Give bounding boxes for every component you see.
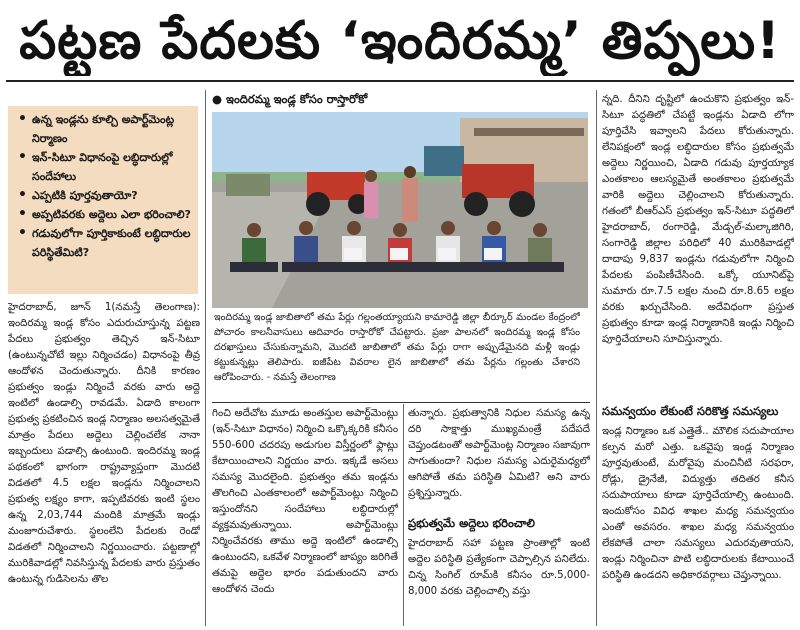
article-text: హైదరాబాద్ సహా పట్టణ ప్రాంతాల్లో ఇంటి అద్దెల పరిస్థితి ప్రత్యేకంగా చెప్పాల్సిన పనిలేదు. చిన్న సింగిల్ రూమ్‌కి కనీసం రూ.5,000-8,000 వరకు చెల్లించాల్సి వస్తు — [408, 538, 590, 597]
summary-item: • అప్పటివరకు అద్దెలు ఎలా భరించాలి? — [18, 205, 194, 224]
article-text: హైదరాబాద్‌, జూన్ 1(నమస్తే తెలంగాణ): ఇందిరమ్మ ఇండ్ల కోసం ఎదురుచూస్తున్న పట్టణ పేదలు ప్రభుత్వం తెచ్చిన ఇన్‌-సిటూ (ఉంటున్నచోటే ఇల్లు నిర్మించడం) విధానంపై తీవ్ర ఆందోళన చెందుతున్నారు. దీనికి కారణం ప్రభుత్వం ఇండ్లు నిర్మించే వరకు వారు అద్దె ఇంటిలో ఉండాల్సి రావడమే. ఏడాది కాలంగా ప్రభుత్వ ప్రకటించిన ఇండ్ల నిర్మాణం అలసత్వమైతే మాత్రం పేదలు అద్దెలు చెల్లించలేక నానా ఇబ్బందులు పడాల్సి ఉంటుంది. ఇందిరమ్మ ఇండ్ల పథకంలో భాగంగా రాష్ట్రవ్యాప్తంగా మొదటి విడతలో 4.5 లక్షల ఇండ్లను నిర్మించాలని ప్రభుత్వ లక్ష్యం కాగా, ఇప్పటివరకు ఇంటి స్థలం ఉన్న 2,03,744 మందికి మాత్రమే ఇండ్లు మంజూరుచేశారు. స్థలంలేని పేదలకు రెండో విడతలో నిర్మించాలని నిర్ణయించారు. పట్టణాల్లో మురికివాడల్లో నివసిస్తున్న పేదలకు వారు ప్రస్తుతం ఉంటున్న గుడిసెలను తొల — [8, 302, 200, 585]
caption-divider — [212, 402, 590, 403]
article-column-2 — [212, 406, 398, 626]
section-subhead: ప్రభుత్వమే అద్దెలు భరించాలి — [408, 516, 535, 530]
article-column-4 — [602, 92, 794, 398]
article-column-4-continued — [602, 424, 794, 626]
column-divider — [403, 404, 404, 626]
article-text: న్నది. దీనిని దృష్టిలో ఉంచుకొని ప్రభుత్వం ఇన్‌-సిటూ పద్ధతిలో చేపట్టే ఇండ్లను ఏడాది లోగా పూర్తిచేసి ఇవ్వాలని పేదలు కోరుతున్నారు. లేనిపక్షంలో ఇండ్ల లబ్ధిదారుల కోసం ప్రభుత్వమే అద్దెలు నిర్ణయించి, ఏడాది గడువు పూర్తయ్యాక ఎంతకాలం ఆలస్యమైతే అంతకాలం ప్రభుత్వమే వారికి అద్దెలు చెల్లించాలని కోరుతున్నారు. గతంలో బీఆర్‌ఎస్ ప్రభుత్వం ఇన్‌-సిటూ పద్ధతిలో హైదరాబాద్‌, రంగారెడ్డి, మేడ్చల్‌-మల్కాజిగిరి, సంగారెడ్డి జిల్లాల పరిధిలో 40 మురికివాడల్లో దాదాపు 9,837 ఇండ్లను గడువులోగా నిర్మించి పేదలకు పంపిణీచేసింది. ఒక్కో యూనిట్‌పై సుమారు రూ.7.5 లక్షల నుంచి రూ.8.65 లక్షల వరకు ఖర్చుచేసింది. అదేవిధంగా ప్రస్తుత ప్రభుత్వం కూడా ఇండ్ల నిర్మాణానికి ఇండ్లు నిర్మించి పూర్తిచేయాలని సూచిస్తున్నారు. — [602, 94, 794, 345]
news-photo — [212, 112, 588, 308]
column-divider — [596, 90, 597, 626]
photo-heading: ● ఇందిరమ్మ ఇండ్ల కోసం రాస్తారోకో — [212, 92, 368, 106]
summary-box — [8, 106, 198, 294]
bullet-icon: ● — [212, 92, 227, 106]
summary-item: • గడువులోగా పూర్తికాకుంటే లబ్ధిదారుల పరిస్థితేమిటి? — [18, 224, 194, 262]
section-subhead: సమన్వయం లేకుంటే సరికొత్త సమస్యలు — [602, 404, 779, 418]
summary-item: • ఉన్న ఇండ్లను కూల్చి అపార్ట్‌మెంట్ల నిర్మాణం — [18, 110, 194, 148]
article-column-3 — [408, 406, 590, 510]
headline: పట్టణ పేదలకు ‘ఇందిరమ్మ’ తిప్పలు! — [19, 11, 781, 71]
article-text: గించి అదేచోట మూడు అంతస్తుల అపార్ట్‌మెంట్లు (ఇన్‌-సిటూ విధానం) నిర్మించి ఒక్కొక్కరికి కనీసం 550-600 చదరపు అడుగుల విస్తీర్ణంలో ఫ్లాట్లు కేటాయించాలని నిర్ణయం వారు. ఇక్కడే అసలు సమస్య మొదలైంది. ప్రభుత్వం తమ ఇండ్లను తొలగించి ఎంతకాలంలో అపార్ట్‌మెంట్లు నిర్మించి ఇస్తుందోనని సందేహాలు లబ్ధిదారుల్లో వ్యక్తమవుతున్నాయి. అపార్ట్‌మెంట్లు నిర్మించేవరకు తాము అద్దె ఇంటిలో ఉండాల్సి ఉంటుందని, ఒకవేళ నిర్మాణంలో జాప్యం జరిగితే తమపై అద్దెల భారం పడుతుందని వారు ఆందోళన చెందు — [212, 408, 398, 595]
summary-item: • ఎప్పటికి పూర్తవుతాయో? — [18, 186, 194, 205]
headline-underline — [6, 80, 794, 82]
article-text: ఇండ్ల నిర్మాణం ఒక ఎత్తైతే.. మౌలిక సదుపాయాల కల్పన మరో ఎత్తు. ఒకవైపు ఇండ్ల నిర్మాణం పూర్తవుతుంటే, మరోవైపు మంచినీటి సరఫరా, రోడ్లు, డ్రైనేజీ, విద్యుత్తు తదితర కనీస సదుపాయాలు కూడా పూర్తిచేయాల్సి ఉంటుంది. ఇందుకోసం వివిధ శాఖల మధ్య సమన్వయం ఎంతో అవసరం. శాఖల మధ్య సమన్వయం లేకపోతే చాలా సమస్యలు ఎదురవుతాయని, ఇండ్లు నిర్మించినా పొటి లబ్ధిదారులకు కేటాయించే పరిస్థితి ఉండదని అధికారవర్గాలు చెప్తున్నాయి. — [602, 426, 794, 581]
column-divider — [205, 90, 206, 626]
summary-item: • ఇన్‌-సిటూ విధానంపై లబ్ధిదారుల్లో సందేహాలు — [18, 148, 194, 186]
summary-list — [8, 106, 198, 262]
photo-caption: ఇందిరమ్మ ఇండ్ల జాబితాలో తమ పేర్లు గల్లంతయ్యాయని కామారెడ్డి జిల్లా బీర్కూర్ మండల కేంద్రంలో పోచారం కాలనీవాసులు ఆదివారం రాస్తారోకో చేపట్టారు. ప్రజా పాలనలో ఇందిరమ్మ ఇండ్ల కోసం దరఖాస్తులు చేసుకున్నామని, మొదటి జాబితాలో తమ పేర్లు రాగా అప్పుడేమైనది మళ్లీ ఇండ్లు కట్టుకున్నట్లు తెలిపారు. ఐజీపేట వివరాల లైన జాబితాలో తమ పేర్లను గల్లంతు చేశారని ఆరోపించారు. - నమస్తే తెలంగాణ — [214, 312, 580, 383]
article-column-3-continued — [408, 536, 590, 626]
article-text: తున్నారు. ప్రభుత్వానికి నిధుల సమస్య ఉన్న దరి సాక్షాత్తు ముఖ్యమంత్రే పదేపదే చెప్తుండటంతో అపార్ట్‌మెంట్ల నిర్మాణం సజావుగా సాగుతుందా? నిధుల సమస్య ఎదురైమధ్యలో ఆగిపోతే తమ పరిస్థితి ఏమిటి? అని వారు ప్రశ్నిస్తున్నారు. — [408, 408, 590, 499]
article-column-1 — [8, 300, 200, 626]
